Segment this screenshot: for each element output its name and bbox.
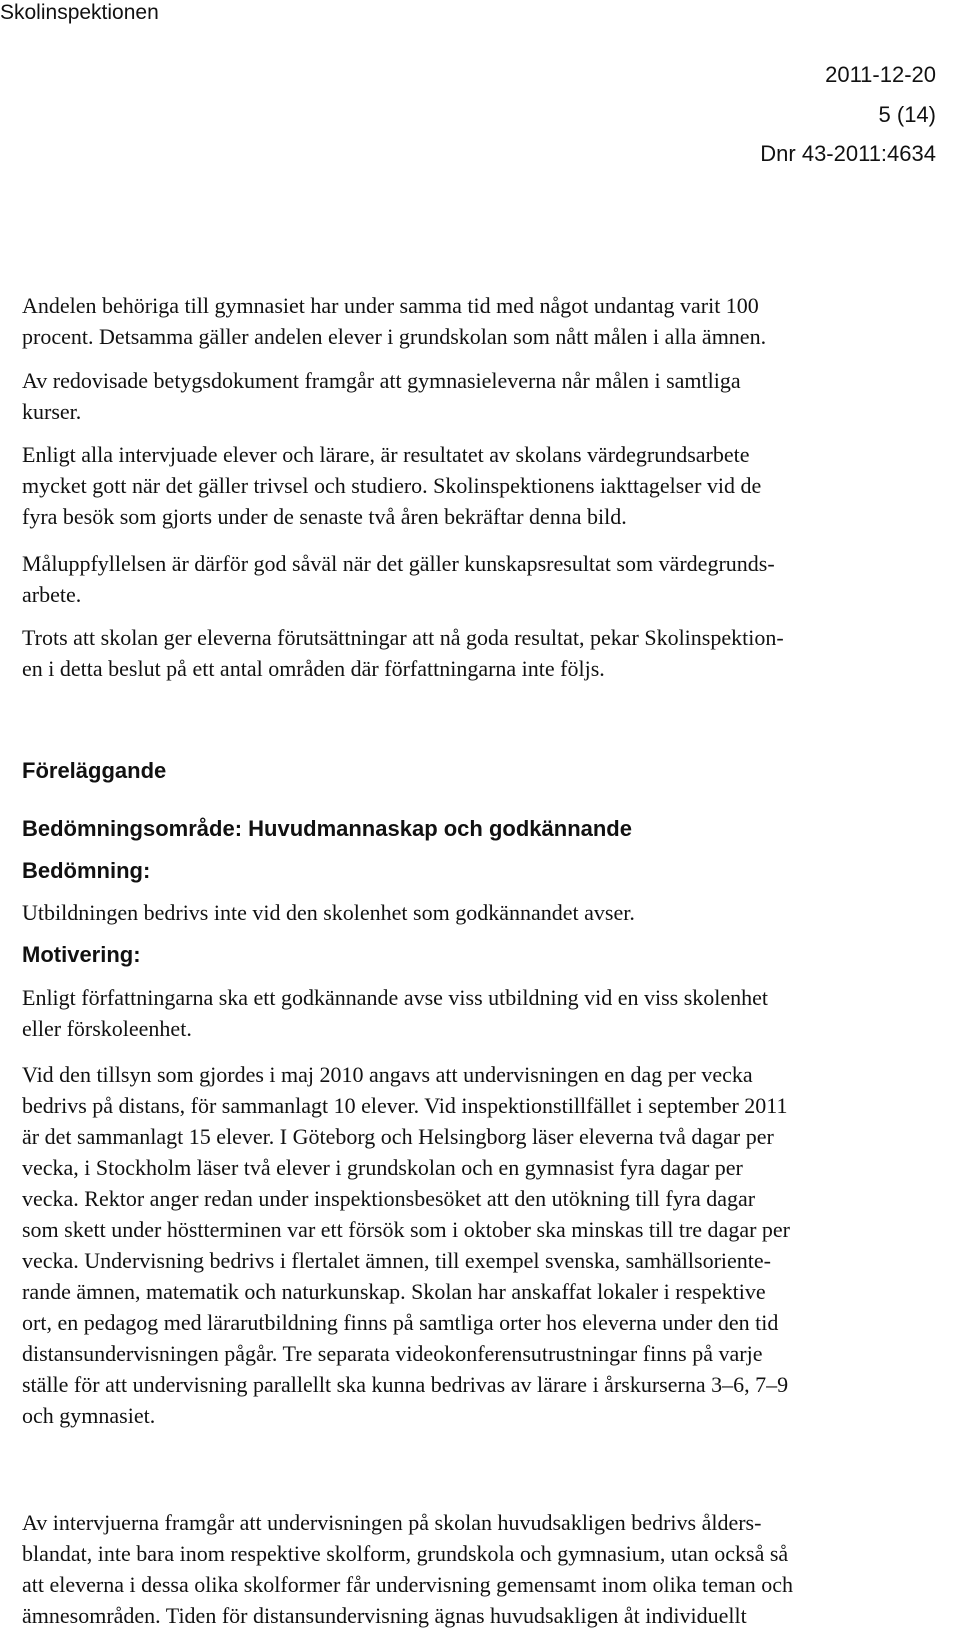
text-line: Utbildningen bedrivs inte vid den skolenhet som godkännandet avser.: [22, 900, 635, 925]
text-line: eller förskoleenhet.: [22, 1016, 192, 1041]
assessment-text: [22, 897, 942, 928]
text-line: Av intervjuerna framgår att undervisningen på skolan huvudsakligen bedrivs ålders-: [22, 1510, 762, 1535]
assessment-label: [22, 857, 942, 885]
text-line: ort, en pedagog med lärarutbildning finns på samtliga orter hos eleverna under den tid: [22, 1310, 779, 1335]
organization-name: Skolinspektionen: [0, 1, 159, 24]
paragraph-goal-fulfilment: [22, 548, 942, 610]
text-line: arbete.: [22, 582, 82, 607]
assessment-area-heading: [22, 815, 942, 843]
paragraph-distance-teaching: [22, 1059, 942, 1431]
text-line: Andelen behöriga till gymnasiet har under samma tid med något undantag varit 100: [22, 293, 759, 318]
text-line: en i detta beslut på ett antal områden där författningarna inte följs.: [22, 656, 605, 681]
text-line: att eleverna i dessa olika skolformer får undervisning gemensamt inom olika teman och: [22, 1572, 793, 1597]
text-line: fyra besök som gjorts under de senaste två åren bekräftar denna bild.: [22, 504, 627, 529]
text-line: rande ämnen, matematik och naturkunskap. Skolan har anskaffat lokaler i respektive: [22, 1279, 766, 1304]
heading-motivation: Motivering:: [22, 942, 141, 967]
heading-assessment-area: Bedömningsområde: Huvudmannaskap och godkännande: [22, 816, 632, 841]
text-line: Av redovisade betygsdokument framgår att gymnasieleverna når målen i samtliga: [22, 368, 741, 393]
text-line: som skett under höstterminen var ett försök som i oktober ska minskas till tre dagar per: [22, 1217, 791, 1242]
section-heading: [22, 757, 942, 785]
text-line: distansundervisningen pågår. Tre separata videokonferensutrustningar finns på varje: [22, 1341, 763, 1366]
text-line: vecka. Rektor anger redan under inspektionsbesöket att den utökning till fyra dagar: [22, 1186, 756, 1211]
text-line: vecka, i Stockholm läser två elever i grundskolan och en gymnasist fyra dagar per: [22, 1155, 743, 1180]
text-line: procent. Detsamma gäller andelen elever i grundskolan som nått målen i alla ämnen.: [22, 324, 767, 349]
text-line: vecka. Undervisning bedrivs i flertalet ämnen, till exempel svenska, samhällsoriente-: [22, 1248, 771, 1273]
page-number: 5 (14): [878, 102, 936, 127]
heading-assessment: Bedömning:: [22, 858, 151, 883]
text-line: ämnesområden. Tiden för distansundervisning ägnas huvudsakligen åt individuellt: [22, 1603, 747, 1628]
text-line: Trots att skolan ger eleverna förutsättningar att nå goda resultat, pekar Skolinspektion-: [22, 625, 784, 650]
text-line: Enligt författningarna ska ett godkännande avse viss utbildning vid en viss skolenhet: [22, 985, 769, 1010]
text-line: Vid den tillsyn som gjordes i maj 2010 angavs att undervisningen en dag per vecka: [22, 1062, 753, 1087]
paragraph-grades: [22, 365, 942, 427]
text-line: är det sammanlagt 15 elever. I Göteborg och Helsingborg läser eleverna två dagar per: [22, 1124, 774, 1149]
text-line: Enligt alla intervjuade elever och lärare, är resultatet av skolans värdegrundsarbete: [22, 442, 750, 467]
diary-number: Dnr 43-2011:4634: [760, 141, 936, 166]
text-line: ställe för att undervisning parallellt ska kunna bedrivas av lärare i årskurserna 3–6, 7–9: [22, 1372, 789, 1397]
paragraph-deficiencies: [22, 622, 942, 684]
paragraph-approval-rule: [22, 982, 942, 1044]
text-line: kurser.: [22, 399, 82, 424]
heading-injunction: Föreläggande: [22, 758, 167, 783]
motivation-label: [22, 941, 942, 969]
text-line: bedrivs på distans, för sammanlagt 10 elever. Vid inspektionstillfället i september 2011: [22, 1093, 788, 1118]
text-line: och gymnasiet.: [22, 1403, 156, 1428]
paragraph-values-work: [22, 439, 942, 532]
text-line: Måluppfyllelsen är därför god såväl när det gäller kunskapsresultat som värdegrunds-: [22, 551, 775, 576]
text-line: blandat, inte bara inom respektive skolform, grundskola och gymnasium, utan också så: [22, 1541, 789, 1566]
paragraph-eligibility: [22, 290, 942, 352]
document-date: 2011-12-20: [825, 62, 936, 87]
text-line: mycket gott när det gäller trivsel och studiero. Skolinspektionens iakttagelser vid de: [22, 473, 762, 498]
paragraph-interviews: [22, 1507, 942, 1631]
